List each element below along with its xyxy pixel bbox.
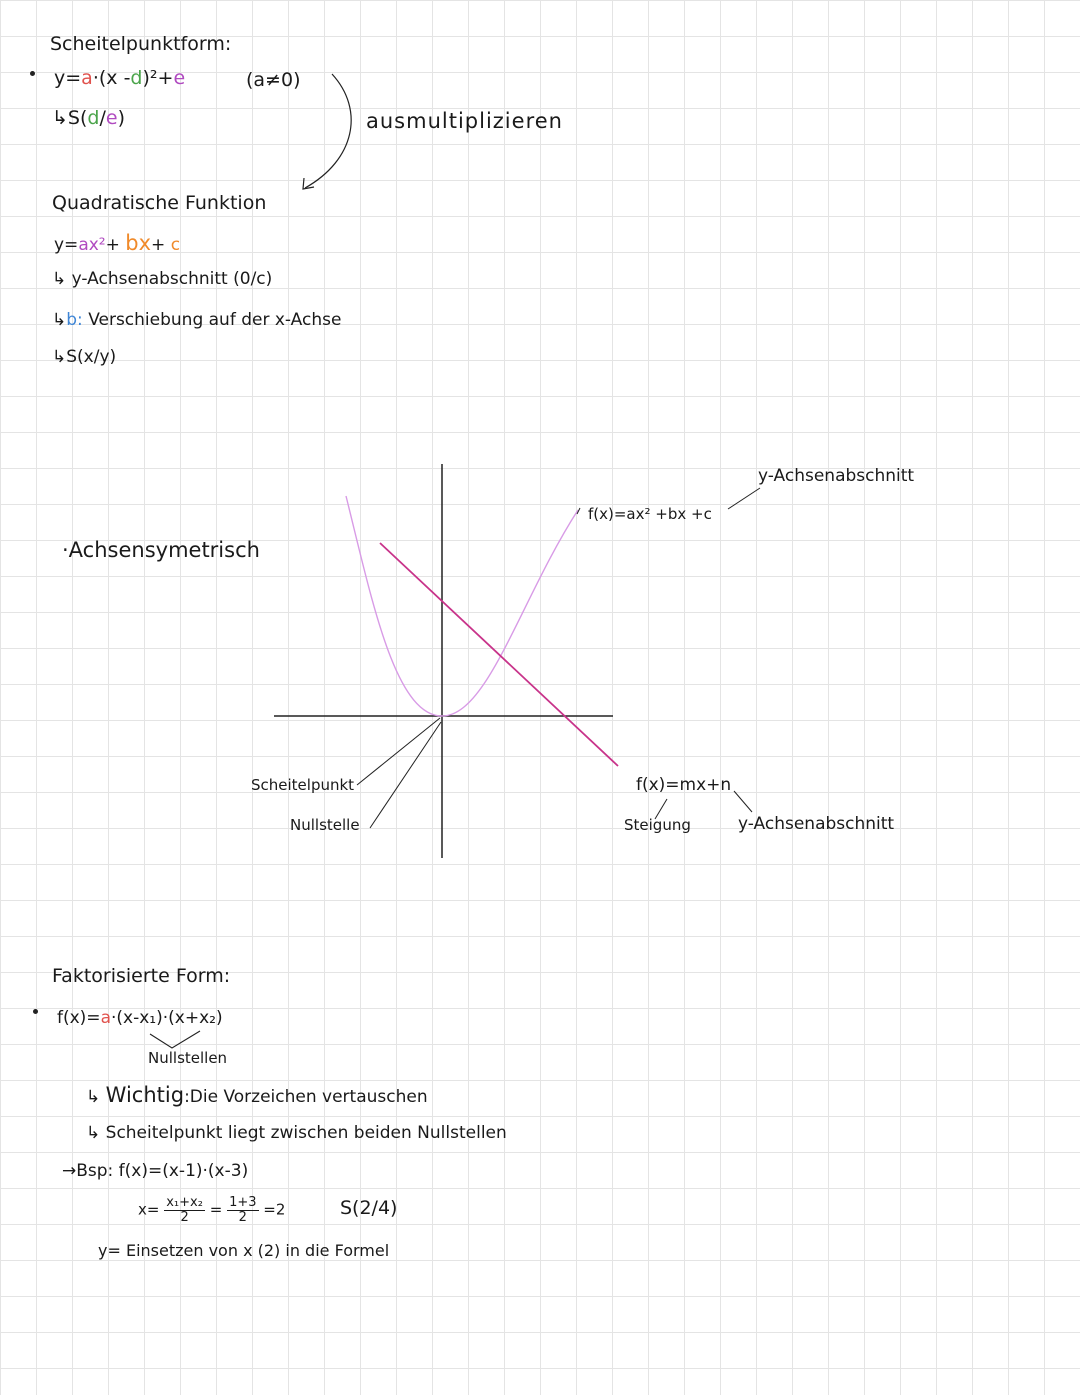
quad-line-b-prefix: ↳ — [52, 310, 67, 330]
faktorisiert-formula — [57, 1009, 223, 1028]
faktorisiert-title: Faktorisierte Form: — [52, 965, 231, 987]
frac2-num: 1+3 — [229, 1195, 257, 1210]
wichtig-rest: :Die Vorzeichen vertauschen — [184, 1087, 428, 1107]
nullstelle-label: Nullstelle — [290, 816, 360, 834]
fraction-1-3 — [227, 1196, 258, 1224]
quad-line-vertex: ↳S(x/y) — [52, 347, 117, 367]
ausmultiplizieren-label: ausmultiplizieren — [366, 109, 563, 133]
formula-mid: ·(x - — [92, 67, 131, 89]
vertex-close: ) — [117, 107, 125, 129]
param-a: a — [81, 67, 93, 89]
fakt-rest: ·(x-x₁)·(x+x₂) — [110, 1008, 223, 1028]
quad-prefix: y= — [54, 235, 79, 255]
vertex-sep: / — [99, 107, 106, 129]
vertex-d: d — [87, 107, 100, 129]
param-d: d — [130, 67, 143, 89]
linear-line — [380, 543, 618, 766]
quad-plus1: + — [105, 235, 120, 255]
y-intercept-top-pointer — [728, 488, 760, 509]
nullstellen-bracket — [150, 1031, 200, 1048]
wichtig-line — [86, 1084, 428, 1107]
y-intercept-bottom-label: y-Achsenabschnitt — [738, 814, 895, 834]
calc-eq1: = — [209, 1200, 223, 1219]
parabola-equation: f(x)=ax² +bx +c — [588, 505, 712, 523]
frac1-den: 2 — [180, 1209, 189, 1225]
slope-pointer — [655, 799, 667, 819]
vertex-result: S(2/4) — [340, 1197, 398, 1219]
n-pointer — [734, 791, 752, 812]
formula-close: )²+ — [142, 67, 174, 89]
calc-eq2: =2 — [263, 1200, 286, 1219]
vertex-e: e — [105, 107, 118, 129]
zero-pointer — [370, 722, 441, 828]
frac1-num: x₁+x₂ — [166, 1195, 203, 1210]
vertex-pointer — [357, 718, 440, 785]
linear-equation: f(x)=mx+n — [636, 775, 732, 795]
achsensymetrisch-label: ·Achsensymetrisch — [62, 538, 260, 562]
wichtig-prefix: ↳ — [86, 1087, 101, 1107]
calculation-line — [138, 1196, 285, 1224]
scheitelpunktform-title: Scheitelpunktform: — [50, 33, 232, 55]
quad-c-term: c — [170, 235, 181, 255]
quad-plus2: + — [151, 235, 166, 255]
quad-line-b-label: b: — [66, 310, 83, 330]
calc-prefix: x= — [138, 1200, 160, 1219]
formula-prefix: y= — [54, 67, 82, 89]
scheitel-zwischen-line: ↳ Scheitelpunkt liegt zwischen beiden Nullstellen — [86, 1123, 507, 1143]
parabola-curve — [346, 496, 578, 716]
param-e: e — [173, 67, 186, 89]
nullstellen-label: Nullstellen — [148, 1049, 228, 1067]
quad-a-term: ax² — [78, 235, 106, 255]
quad-line-y-intercept: ↳ y-Achsenabschnitt (0/c) — [52, 269, 273, 289]
einsetzen-line: y= Einsetzen von x (2) in die Formel — [98, 1241, 390, 1260]
steigung-label: Steigung — [624, 816, 691, 834]
fakt-a: a — [100, 1008, 111, 1028]
quad-line-b-rest: Verschiebung auf der x-Achse — [88, 310, 342, 330]
fakt-prefix: f(x)= — [57, 1008, 101, 1028]
quad-b-term: bx — [125, 231, 152, 255]
y-intercept-top-label: y-Achsenabschnitt — [758, 466, 915, 486]
ausmultiplizieren-arrow — [305, 74, 351, 188]
scheitelpunkt-label: Scheitelpunkt — [251, 776, 355, 794]
quadratische-title: Quadratische Funktion — [52, 192, 267, 214]
condition-text: (a≠0) — [246, 69, 301, 91]
vertex-prefix: ↳S( — [52, 107, 88, 129]
beispiel-line: →Bsp: f(x)=(x-1)·(x-3) — [62, 1161, 249, 1181]
wichtig-word: Wichtig — [105, 1083, 185, 1107]
fraction-x1-x2 — [164, 1196, 205, 1224]
frac2-den: 2 — [238, 1209, 247, 1225]
